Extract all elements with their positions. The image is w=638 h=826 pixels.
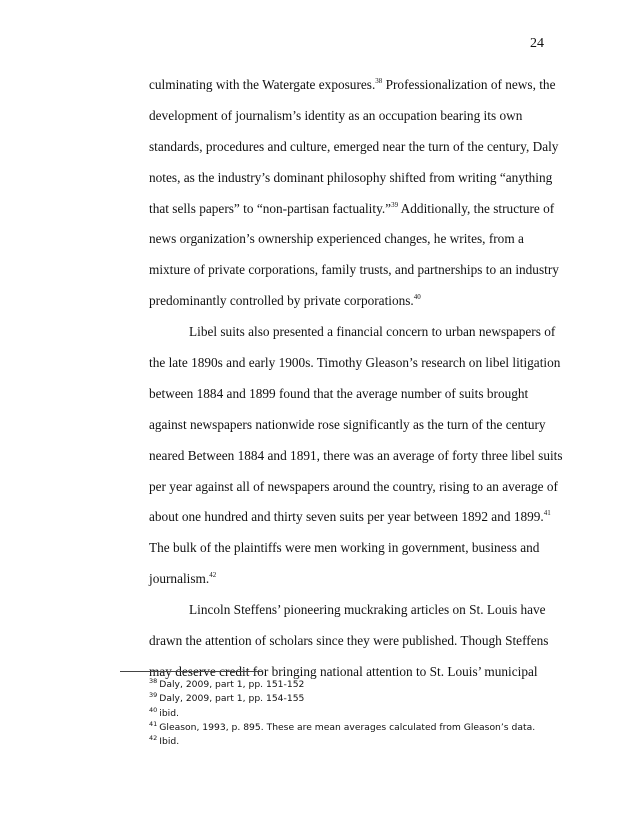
line-text-continued: Professionalization of news, the <box>382 77 556 92</box>
line-text: against newspapers nationwide rose significantly as the turn of the century <box>149 416 546 432</box>
line-text: neared Between 1884 and 1891, there was an average of forty three libel suits <box>149 447 563 463</box>
footnote-number: 40 <box>149 705 158 714</box>
text-line <box>149 502 549 533</box>
text-line <box>149 626 549 657</box>
line-text: notes, as the industry’s dominant philosophy shifted from writing “anything <box>149 169 553 185</box>
footnote <box>149 692 549 706</box>
text-line <box>149 595 549 626</box>
footnote-number: 42 <box>149 734 158 743</box>
text-line <box>149 410 549 441</box>
footnote <box>149 707 549 721</box>
text-line <box>149 132 559 163</box>
text-line <box>149 255 559 286</box>
footnote-marker[interactable]: 39 <box>391 200 399 209</box>
line-text: Libel suits also presented a financial concern to urban newspapers of <box>189 324 556 340</box>
footnote-marker[interactable]: 41 <box>543 509 551 518</box>
line-text: Lincoln Steffens’ pioneering muckraking articles on St. Louis have <box>189 602 546 618</box>
footnote-marker[interactable]: 38 <box>375 77 383 85</box>
text-line <box>149 564 549 595</box>
footnote-number: 41 <box>149 719 158 728</box>
line-text: about one hundred and thirty seven suits per year between 1892 and 1899. <box>149 509 544 525</box>
line-text: between 1884 and 1899 found that the average number of suits brought <box>149 385 529 401</box>
line-text: standards, procedures and culture, emerged near the turn of the century, Daly <box>149 138 559 154</box>
text-line <box>149 472 558 503</box>
line-text: may deserve credit for bringing national attention to St. Louis’ municipal <box>149 663 538 679</box>
paragraph <box>149 595 549 688</box>
footnote-text: Daly, 2009, part 1, pp. 154-155 <box>159 693 305 705</box>
footnote <box>149 721 549 735</box>
line-text: journalism. <box>149 571 210 587</box>
paragraph <box>149 70 559 317</box>
text-line <box>149 163 553 194</box>
page-number: 24 <box>530 36 544 51</box>
text-line <box>149 70 556 101</box>
line-text: mixture of private corporations, family trusts, and partnerships to an industry <box>149 262 559 278</box>
footnote-marker[interactable]: 42 <box>209 571 217 580</box>
footnote-separator <box>120 671 263 672</box>
text-line <box>149 101 549 132</box>
text-line <box>149 348 561 379</box>
text-line <box>149 533 549 564</box>
footnote-text: Gleason, 1993, p. 895. These are mean averages calculated from Gleason’s data. <box>159 721 536 733</box>
footnote-marker[interactable]: 40 <box>413 293 421 302</box>
body-text <box>149 70 563 688</box>
footnote-text: ibid. <box>159 707 179 719</box>
footnotes <box>149 678 549 749</box>
footnote-number: 38 <box>149 677 158 685</box>
line-text: development of journalism’s identity as an occupation bearing its own <box>149 107 523 123</box>
footnote-text: Daly, 2009, part 1, pp. 151-152 <box>159 679 305 690</box>
line-text-continued: Additionally, the structure of <box>398 200 555 216</box>
line-text: predominantly controlled by private corporations. <box>149 293 414 309</box>
text-line <box>149 441 563 472</box>
line-text: that sells papers” to “non-partisan factuality.” <box>149 200 392 216</box>
footnote-number: 39 <box>149 691 158 700</box>
text-line <box>149 379 549 410</box>
text-line <box>149 224 549 255</box>
footnote <box>149 678 549 692</box>
footnote-text: Ibid. <box>159 736 180 748</box>
text-line <box>149 286 549 317</box>
text-line <box>149 317 556 348</box>
line-text: the late 1890s and early 1900s. Timothy Gleason’s research on libel litigation <box>149 355 561 371</box>
line-text: per year against all of newspapers around the country, rising to an average of <box>149 478 558 494</box>
line-text: news organization’s ownership experienced changes, he writes, from a <box>149 231 524 247</box>
text-line <box>149 194 555 225</box>
paragraph <box>149 317 563 595</box>
footnote <box>149 735 549 749</box>
line-text: culminating with the Watergate exposures. <box>149 77 376 92</box>
line-text: drawn the attention of scholars since they were published. Though Steffens <box>149 633 549 649</box>
line-text: The bulk of the plaintiffs were men working in government, business and <box>149 540 540 556</box>
